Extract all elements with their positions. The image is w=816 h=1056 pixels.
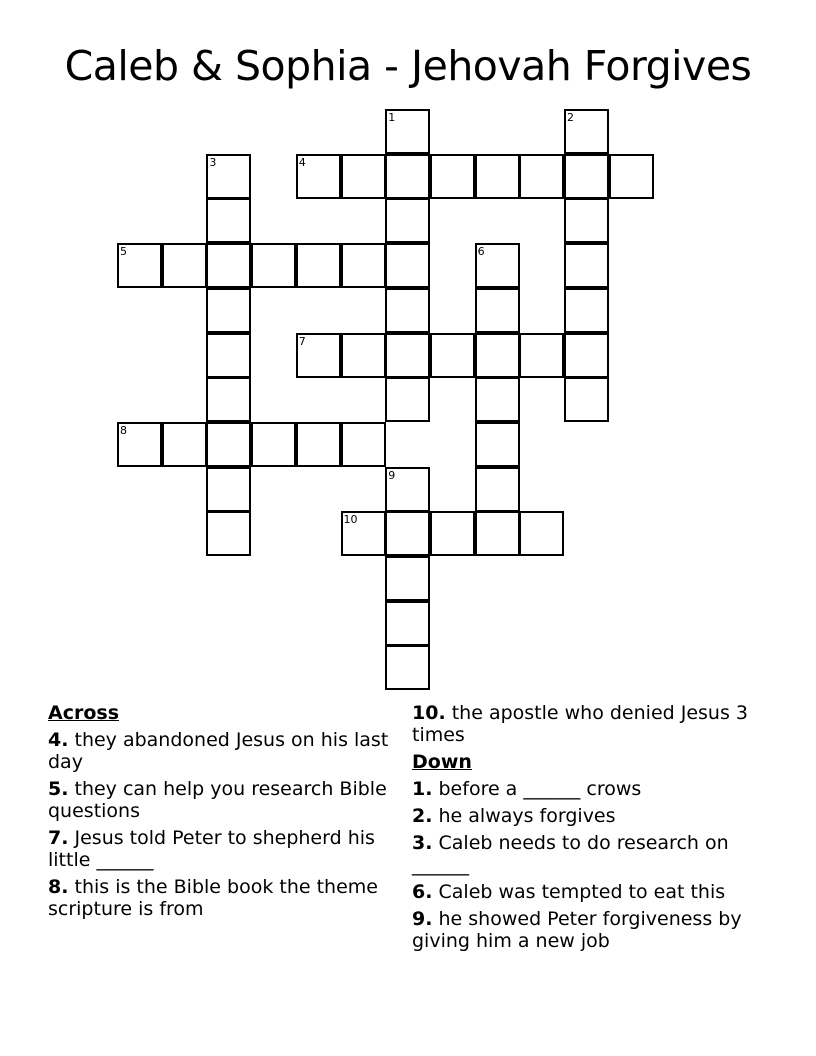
grid-cell[interactable] — [385, 154, 430, 199]
clues-column-left — [48, 702, 398, 925]
grid-cell[interactable] — [564, 333, 609, 378]
clue-down-6: 6. Caleb was tempted to eat this — [412, 881, 726, 903]
grid-cell[interactable] — [564, 154, 609, 199]
grid-cell[interactable] — [206, 333, 251, 378]
grid-cell[interactable] — [475, 288, 520, 333]
clue-across-8: 8. this is the Bible book the theme scripture is from — [48, 876, 378, 920]
down-heading: Down — [412, 751, 472, 773]
grid-cell[interactable] — [519, 154, 564, 199]
clue-across-7: 7. Jesus told Peter to shepherd his little ______ — [48, 827, 375, 871]
puzzle-title: Caleb & Sophia - Jehovah Forgives — [64, 42, 752, 90]
clue-across-5: 5. they can help you research Bible questions — [48, 778, 387, 822]
grid-cell[interactable] — [385, 377, 430, 422]
grid-cell[interactable] — [385, 645, 430, 690]
grid-cell[interactable] — [564, 243, 609, 288]
clue-across-10: 10. the apostle who denied Jesus 3 times — [412, 702, 748, 746]
grid-cell[interactable] — [519, 333, 564, 378]
grid-cell[interactable] — [385, 288, 430, 333]
grid-cell[interactable] — [206, 377, 251, 422]
grid-cell[interactable] — [475, 154, 520, 199]
grid-cell[interactable] — [385, 333, 430, 378]
clue-down-9: 9. he showed Peter forgiveness by giving him a new job — [412, 908, 742, 952]
clues-column-right — [412, 702, 762, 957]
grid-cell[interactable] — [385, 601, 430, 646]
grid-cell[interactable] — [162, 243, 207, 288]
grid-cell[interactable] — [206, 467, 251, 512]
clue-down-3: 3. Caleb needs to do research on ______ — [412, 832, 729, 876]
grid-cell[interactable] — [206, 243, 251, 288]
grid-cell[interactable] — [341, 333, 386, 378]
grid-cell[interactable] — [430, 333, 475, 378]
grid-cell[interactable] — [206, 288, 251, 333]
grid-cell[interactable] — [385, 243, 430, 288]
clue-number: 9 — [388, 468, 396, 482]
clue-across-4: 4. they abandoned Jesus on his last day — [48, 729, 389, 773]
grid-cell[interactable] — [519, 511, 564, 556]
grid-cell[interactable] — [296, 243, 341, 288]
grid-cell[interactable] — [475, 377, 520, 422]
clue-number: 3 — [209, 155, 217, 169]
grid-cell[interactable] — [385, 198, 430, 243]
grid-cell[interactable] — [430, 511, 475, 556]
grid-cell[interactable] — [251, 243, 296, 288]
grid-cell[interactable] — [564, 377, 609, 422]
across-heading: Across — [48, 702, 120, 724]
grid-cell[interactable] — [475, 422, 520, 467]
grid-cell[interactable] — [251, 422, 296, 467]
grid-cell[interactable] — [475, 467, 520, 512]
grid-cell[interactable] — [206, 511, 251, 556]
clue-number: 2 — [567, 111, 574, 124]
clue-number: 5 — [120, 245, 127, 259]
grid-cell[interactable] — [475, 333, 520, 378]
grid-cell[interactable] — [564, 288, 609, 333]
clue-number: 1 — [388, 111, 396, 124]
clue-number: 7 — [298, 334, 306, 348]
clue-number: 8 — [120, 423, 127, 437]
clue-down-1: 1. before a ______ crows — [412, 778, 642, 800]
grid-cell[interactable] — [475, 511, 520, 556]
grid-cell[interactable] — [385, 511, 430, 556]
clue-number: 6 — [477, 245, 485, 259]
grid-cell[interactable] — [206, 422, 251, 467]
grid-cell[interactable] — [430, 154, 475, 199]
grid-cell[interactable] — [162, 422, 207, 467]
grid-cell[interactable] — [385, 556, 430, 601]
grid-cell[interactable] — [206, 198, 251, 243]
grid-cell[interactable] — [609, 154, 654, 199]
grid-cell[interactable] — [341, 422, 386, 467]
clue-number: 10 — [343, 513, 358, 527]
grid-cell[interactable] — [296, 422, 341, 467]
clue-down-2: 2. he always forgives — [412, 805, 616, 827]
grid-cell[interactable] — [341, 154, 386, 199]
grid-cell[interactable] — [341, 243, 386, 288]
grid-cell[interactable] — [564, 198, 609, 243]
clue-number: 4 — [298, 155, 306, 169]
